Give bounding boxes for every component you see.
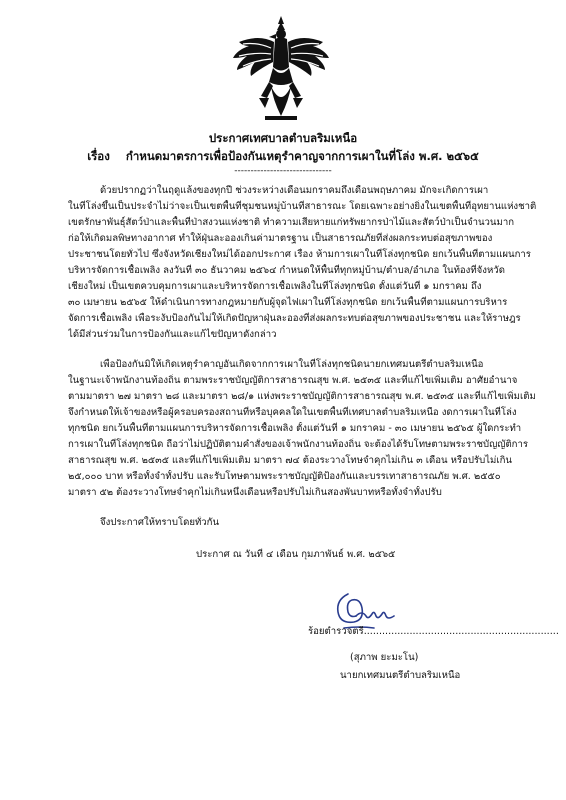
garuda-emblem-icon <box>229 12 333 124</box>
paragraph-2-line: การเผาในที่โล่งทุกชนิด ถือว่าไม่ปฏิบัติตามคำสั่งของเจ้าพนักงานท้องถิ่น จะต้องได้รับโทษตามพระราชบัญญัติการ <box>68 439 529 450</box>
closing-text: จึงประกาศให้ทราบโดยทั่วกัน <box>100 517 220 528</box>
paragraph-1-line: จัดการเชื้อเพลิง เพื่อระงับป้องกันไม่ให้เกิดปัญหาฝุ่นละอองที่ส่งผลกระทบต่อสุขภาพของประชาชน และให้ราษฎร <box>68 313 521 324</box>
paragraph-1-line: ก่อให้เกิดมลพิษทางอากาศ ทำให้ฝุ่นละอองเกินค่ามาตรฐาน เป็นสาธารณภัยที่ส่งผลกระทบต่อสุขภาพของ <box>68 233 493 244</box>
document-title: ประกาศเทศบาลตำบลริมเหนือ <box>208 131 358 145</box>
paragraph-1-line: บริหารจัดการเชื้อเพลิง ลงวันที่ ๓๐ ธันวาคม ๒๕๖๔ กำหนดให้พื้นที่ทุกหมู่บ้าน/ตำบล/อำเภอ ในท้องที่จังหวัด <box>68 265 505 276</box>
paragraph-2-line: สาธารณสุข พ.ศ. ๒๕๓๕ และที่แก้ไขเพิ่มเติม มาตรา ๗๔ ต้องระวางโทษจำคุกไม่เกิน ๓ เดือน หรือปรับไม่เกิน <box>68 455 512 466</box>
paragraph-2-line: เพื่อป้องกันมิให้เกิดเหตุรำคาญอันเกิดจากการเผาในที่โล่งทุกชนิดนายกเทศมนตรีตำบลริมเหนือ <box>100 359 484 370</box>
signer-name: (สุภาพ ยะมะโน) <box>350 652 419 663</box>
paragraph-2-line: มาตรา ๕๒ ต้องระวางโทษจำคุกไม่เกินหนึ่งเดือนหรือปรับไม่เกินสองพันบาทหรือทั้งจำทั้งปรับ <box>68 487 442 498</box>
paragraph-1-line: ๓๐ เมษายน ๒๕๖๕ ให้ดำเนินการทางกฎหมายกับผู้จุดไฟเผาในที่โล่งทุกชนิด ยกเว้นพื้นที่ตามแผนการบริหาร <box>68 297 508 308</box>
paragraph-1-line: ในที่โล่งขึ้นเป็นประจำไม่ว่าจะเป็นเขตพื้นที่ชุมชนหมู่บ้านที่สาธารณะ โดยเฉพาะอย่างยิ่งในเขตพื้นที่อุทยานแห่งชาติ <box>68 201 537 212</box>
paragraph-2-line: จึงกำหนดให้เจ้าของหรือผู้ครอบครองสถานที่หรือบุคคลใดในเขตพื้นที่เทศบาลตำบลริมเหนือ งดการเผาในที่โล่ง <box>68 407 517 418</box>
subject-text: กำหนดมาตรการเพื่อป้องกันเหตุรำคาญจากการเผาในที่โล่ง พ.ศ. ๒๕๖๕ <box>125 149 479 163</box>
paragraph-2-line: ในฐานะเจ้าพนักงานท้องถิ่น ตามพระราชบัญญัติการสาธารณสุข พ.ศ. ๒๕๓๕ และที่แก้ไขเพิ่มเติม อาศัยอำนาจ <box>68 375 518 386</box>
signer-position: นายกเทศมนตรีตำบลริมเหนือ <box>340 670 461 681</box>
header-rule: ------------------------------ <box>234 166 332 176</box>
signature-rank: ร้อยตำรวจตรี................................................................ <box>308 626 559 637</box>
paragraph-1-line: เชียงใหม่ เป็นเขตควบคุมการเผาและบริหารจัดการเชื้อเพลิงในที่โล่งทุกชนิด ตั้งแต่วันที่ ๑ มกราคม ถึง <box>68 281 482 292</box>
paragraph-2-line: ทุกชนิด ยกเว้นพื้นที่ตามแผนการบริหารจัดการเชื้อเพลิง ตั้งแต่วันที่ ๑ มกราคม - ๓๐ เมษายน ๒๕๖๕ ผู้ใดกระทำ <box>68 423 522 434</box>
subject-label: เรื่อง <box>87 149 110 163</box>
announcement-date: ประกาศ ณ วันที่ ๔ เดือน กุมภาพันธ์ พ.ศ. ๒๕๖๕ <box>196 549 396 560</box>
paragraph-1-line: ด้วยปรากฏว่าในฤดูแล้งของทุกปี ช่วงระหว่างเดือนมกราคมถึงเดือนพฤษภาคม มักจะเกิดการเผา <box>100 185 489 196</box>
paragraph-1-line: ได้มีส่วนร่วมในการป้องกันและแก้ไขปัญหาดังกล่าว <box>68 329 277 340</box>
paragraph-1-line: เขตรักษาพันธุ์สัตว์ป่าและพื้นที่ป่าสงวนแห่งชาติ ทำความเสียหายแก่ทรัพยากรป่าไม้และสัตว์ป่าเป็นจำนวนมาก <box>68 217 515 228</box>
paragraph-1-line: ประชาชนโดยทั่วไป ซึ่งจังหวัดเชียงใหม่ได้ออกประกาศ เรื่อง ห้ามการเผาในที่โล่งทุกชนิด ยกเว้นพื้นที่ตามแผนการ <box>68 249 531 260</box>
paragraph-2-line: ๒๕,๐๐๐ บาท หรือทั้งจำทั้งปรับ และรับโทษตามพระราชบัญญัติป้องกันและบรรเทาสาธารณภัย พ.ศ. ๒๕๕๐ <box>68 471 501 482</box>
document-subject <box>0 148 566 166</box>
paragraph-2-line: ตามมาตรา ๒๗ มาตรา ๒๘ และมาตรา ๒๘/๑ แห่งพระราชบัญญัติการสาธารณสุข พ.ศ. ๒๕๓๕ และที่แก้ไขเพิ่มเติม <box>68 391 536 402</box>
